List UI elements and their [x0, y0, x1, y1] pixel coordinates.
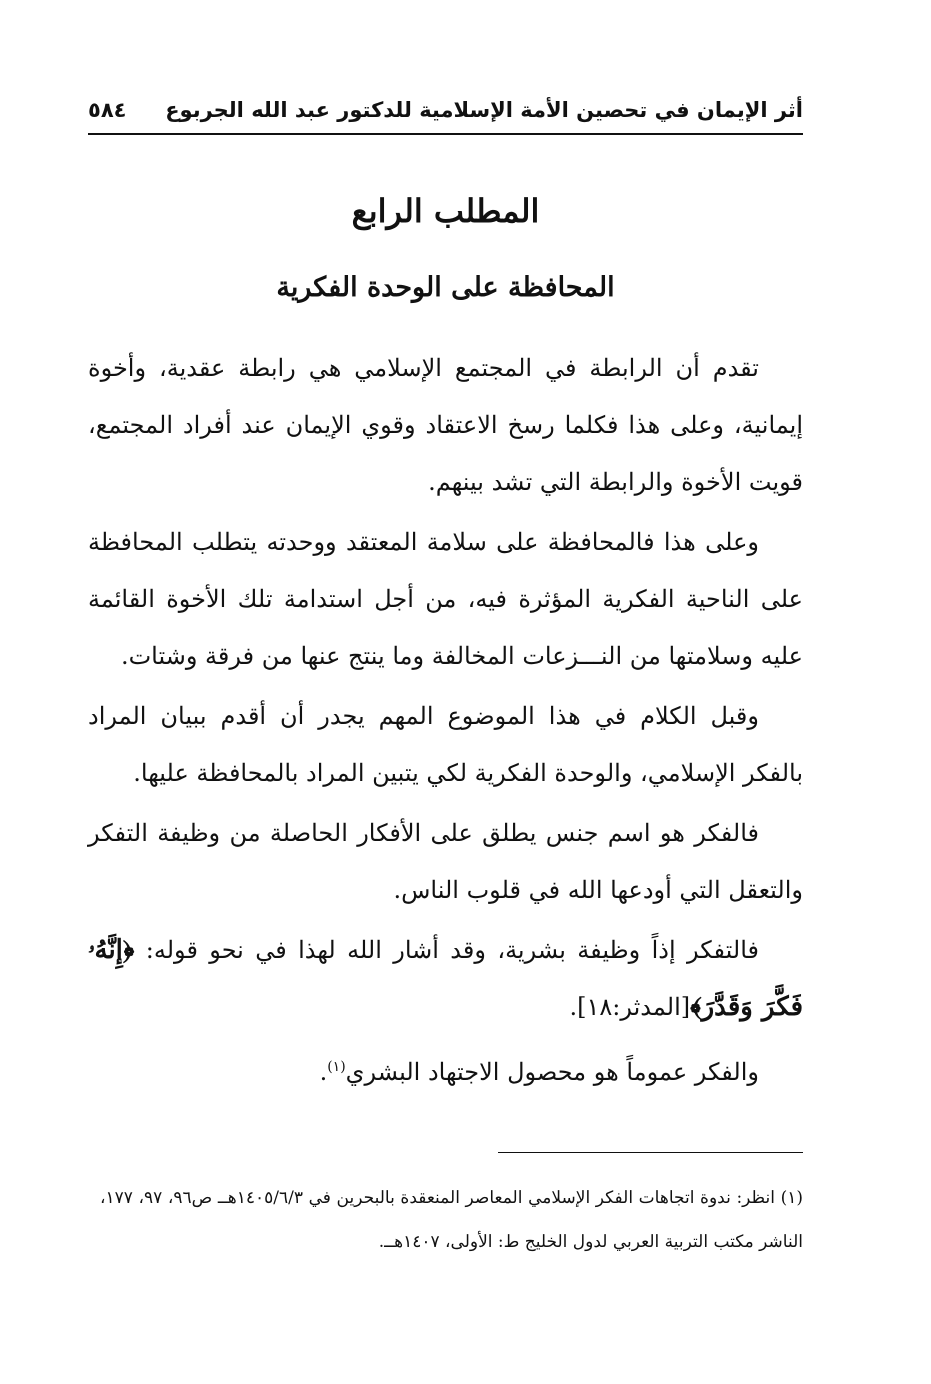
section-subtitle: المحافظة على الوحدة الفكرية — [276, 272, 615, 303]
body-text — [88, 340, 803, 1104]
header-rule — [88, 133, 803, 135]
quran-verse: ﴿إِنَّهُۥ فَكَّرَ وَقَدَّرَ﴾ — [88, 935, 803, 1022]
paragraph: وقبل الكلام في هذا الموضوع المهم يجدر أن أقدم ببيان المراد بالفكر الإسلامي، والوحدة الفكرية لكي يتبين المراد بالمحافظة عليها. — [88, 702, 803, 787]
footnote-marker[interactable]: (١) — [327, 1059, 346, 1075]
footnote: (١) انظر: ندوة اتجاهات الفكر الإسلامي المعاصر المنعقدة بالبحرين في ١٤٠٥/٦/٣هــ ص٩٦، ٩٧، ١٧٧، الناشر مكتب التربية العربي لدول الخليج ط: الأولى، ١٤٠٧هــ. — [100, 1188, 803, 1252]
section-title: المطلب الرابع — [351, 192, 540, 230]
last-paragraph-end: . — [319, 1058, 328, 1086]
quote-paragraph — [88, 922, 803, 1036]
footnotes — [100, 1176, 803, 1264]
running-header — [88, 88, 803, 132]
paragraph: فالفكر هو اسم جنس يطلق على الأفكار الحاصلة من وظيفة التفكر والتعقل التي أودعها الله في قلوب الناس. — [88, 819, 803, 904]
footnote-separator — [498, 1152, 803, 1153]
verse-reference: [المدثر:١٨]. — [569, 993, 691, 1021]
paragraph: تقدم أن الرابطة في المجتمع الإسلامي هي رابطة عقدية، وأخوة إيمانية، وعلى هذا فكلما رسخ الاعتقاد وقوي الإيمان عند أفراد المجتمع، قويت الأخوة والرابطة التي تشد بينهم. — [88, 354, 803, 496]
paragraph: وعلى هذا فالمحافظة على سلامة المعتقد ووحدته يتطلب المحافظة على الناحية الفكرية المؤثرة فيه، من أجل استدامة تلك الأخوة القائمة عليه وسلامتها من النـــزعات المخالفة وما ينتج عنها من فرقة وشتات. — [88, 528, 803, 670]
running-title: أثر الإيمان في تحصين الأمة الإسلامية للدكتور عبد الله الجربوع — [165, 98, 803, 122]
last-paragraph — [88, 1039, 803, 1101]
quote-intro: فالتفكر إذاً وظيفة بشرية، وقد أشار الله لهذا في نحو قوله: — [134, 936, 759, 964]
page-number: ٥٨٤ — [88, 98, 127, 122]
last-paragraph-text: والفكر عموماً هو محصول الاجتهاد البشري — [345, 1058, 759, 1086]
